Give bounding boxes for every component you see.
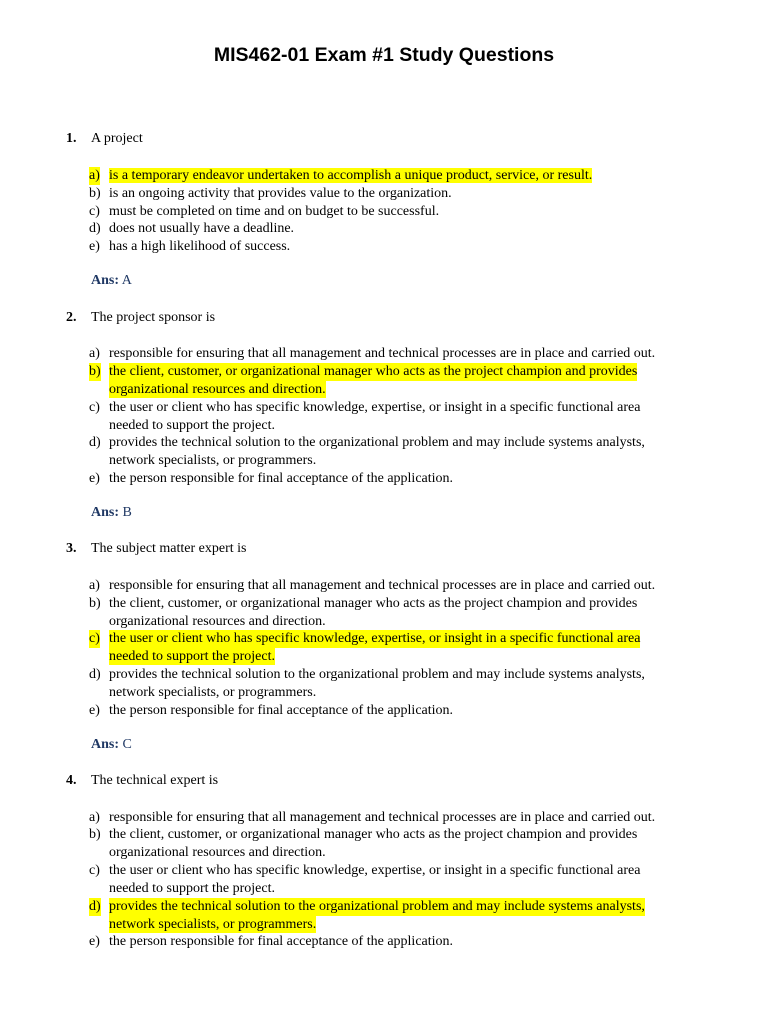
answer-value: A [121,273,132,288]
answer-label: Ans: [91,505,120,520]
option-label: b) [89,827,101,842]
option-d [89,898,729,933]
option-b [89,363,729,398]
option-text-continued: organizational resources and direction. [109,844,326,860]
option-text: the client, customer, or organizational manager who acts as the project champion and provides [109,364,638,379]
option-d [89,220,729,238]
option-e [89,702,729,720]
option-text: responsible for ensuring that all management and technical processes are in place and carried out. [109,578,656,593]
option-text: is an ongoing activity that provides value to the organization. [109,186,452,201]
option-label: e) [89,703,100,718]
option-label: d) [89,221,101,236]
question-number: 2. [66,310,77,325]
option-d [89,666,729,701]
option-d [89,434,729,469]
question-number: 4. [66,773,77,788]
option-e [89,933,729,951]
option-text: is a temporary endeavor undertaken to accomplish a unique product, service, or result. [109,168,593,183]
question-number: 1. [66,131,77,146]
option-a [89,345,729,363]
option-label: c) [89,863,100,878]
option-text: provides the technical solution to the organizational problem and may include systems analysts, [109,899,645,914]
option-label: b) [89,186,101,201]
option-text: the person responsible for final acceptance of the application. [109,703,454,718]
option-b [89,826,729,861]
option-text-continued: network specialists, or programmers. [109,452,317,468]
option-e [89,470,729,488]
option-text: the user or client who has specific knowledge, expertise, or insight in a specific functional area [109,631,641,646]
option-text: responsible for ensuring that all management and technical processes are in place and carried out. [109,346,656,361]
option-text: the person responsible for final acceptance of the application. [109,471,454,486]
option-label: e) [89,934,100,949]
question-prompt: The subject matter expert is [91,541,247,556]
option-text-continued: needed to support the project. [109,648,276,664]
option-text: responsible for ensuring that all management and technical processes are in place and carried out. [109,810,656,825]
option-label: b) [89,596,101,611]
option-text-continued: organizational resources and direction. [109,613,326,629]
option-b [89,185,729,203]
option-label: a) [89,168,100,183]
option-label: e) [89,239,100,254]
answer [91,273,132,289]
answer-value: C [122,737,132,752]
option-c [89,399,729,434]
option-label: b) [89,364,101,379]
option-text: provides the technical solution to the organizational problem and may include systems analysts, [109,435,645,450]
answer-label: Ans: [91,737,120,752]
option-text-continued: network specialists, or programmers. [109,916,317,932]
option-text: does not usually have a deadline. [109,221,295,236]
answer-label: Ans: [91,273,120,288]
question-number: 3. [66,541,77,556]
answer-value: B [122,505,132,520]
option-b [89,595,729,630]
option-text: provides the technical solution to the organizational problem and may include systems analysts, [109,667,645,682]
option-text: has a high likelihood of success. [109,239,291,254]
option-text: the user or client who has specific knowledge, expertise, or insight in a specific functional area [109,400,641,415]
option-label: d) [89,435,101,450]
option-text: the user or client who has specific knowledge, expertise, or insight in a specific functional area [109,863,641,878]
question-prompt: The project sponsor is [91,310,216,325]
option-label: c) [89,631,100,646]
option-a [89,577,729,595]
option-label: c) [89,204,100,219]
page-title: MIS462-01 Exam #1 Study Questions [213,44,555,66]
answer [91,737,132,753]
option-a [89,167,729,185]
option-label: a) [89,346,100,361]
option-text: must be completed on time and on budget to be successful. [109,204,440,219]
option-label: a) [89,578,100,593]
option-c [89,630,729,665]
option-text-continued: organizational resources and direction. [109,381,326,397]
option-text: the client, customer, or organizational manager who acts as the project champion and provides [109,827,638,842]
option-c [89,862,729,897]
question-prompt: The technical expert is [91,773,219,788]
option-label: c) [89,400,100,415]
option-text: the person responsible for final acceptance of the application. [109,934,454,949]
option-a [89,809,729,827]
answer [91,505,132,521]
option-label: d) [89,667,101,682]
option-label: e) [89,471,100,486]
option-label: a) [89,810,100,825]
option-text-continued: needed to support the project. [109,880,276,896]
question-prompt: A project [91,131,143,146]
option-e [89,238,729,256]
option-label: d) [89,899,101,914]
option-text-continued: needed to support the project. [109,417,276,433]
option-text-continued: network specialists, or programmers. [109,684,317,700]
option-c [89,203,729,221]
option-text: the client, customer, or organizational manager who acts as the project champion and provides [109,596,638,611]
